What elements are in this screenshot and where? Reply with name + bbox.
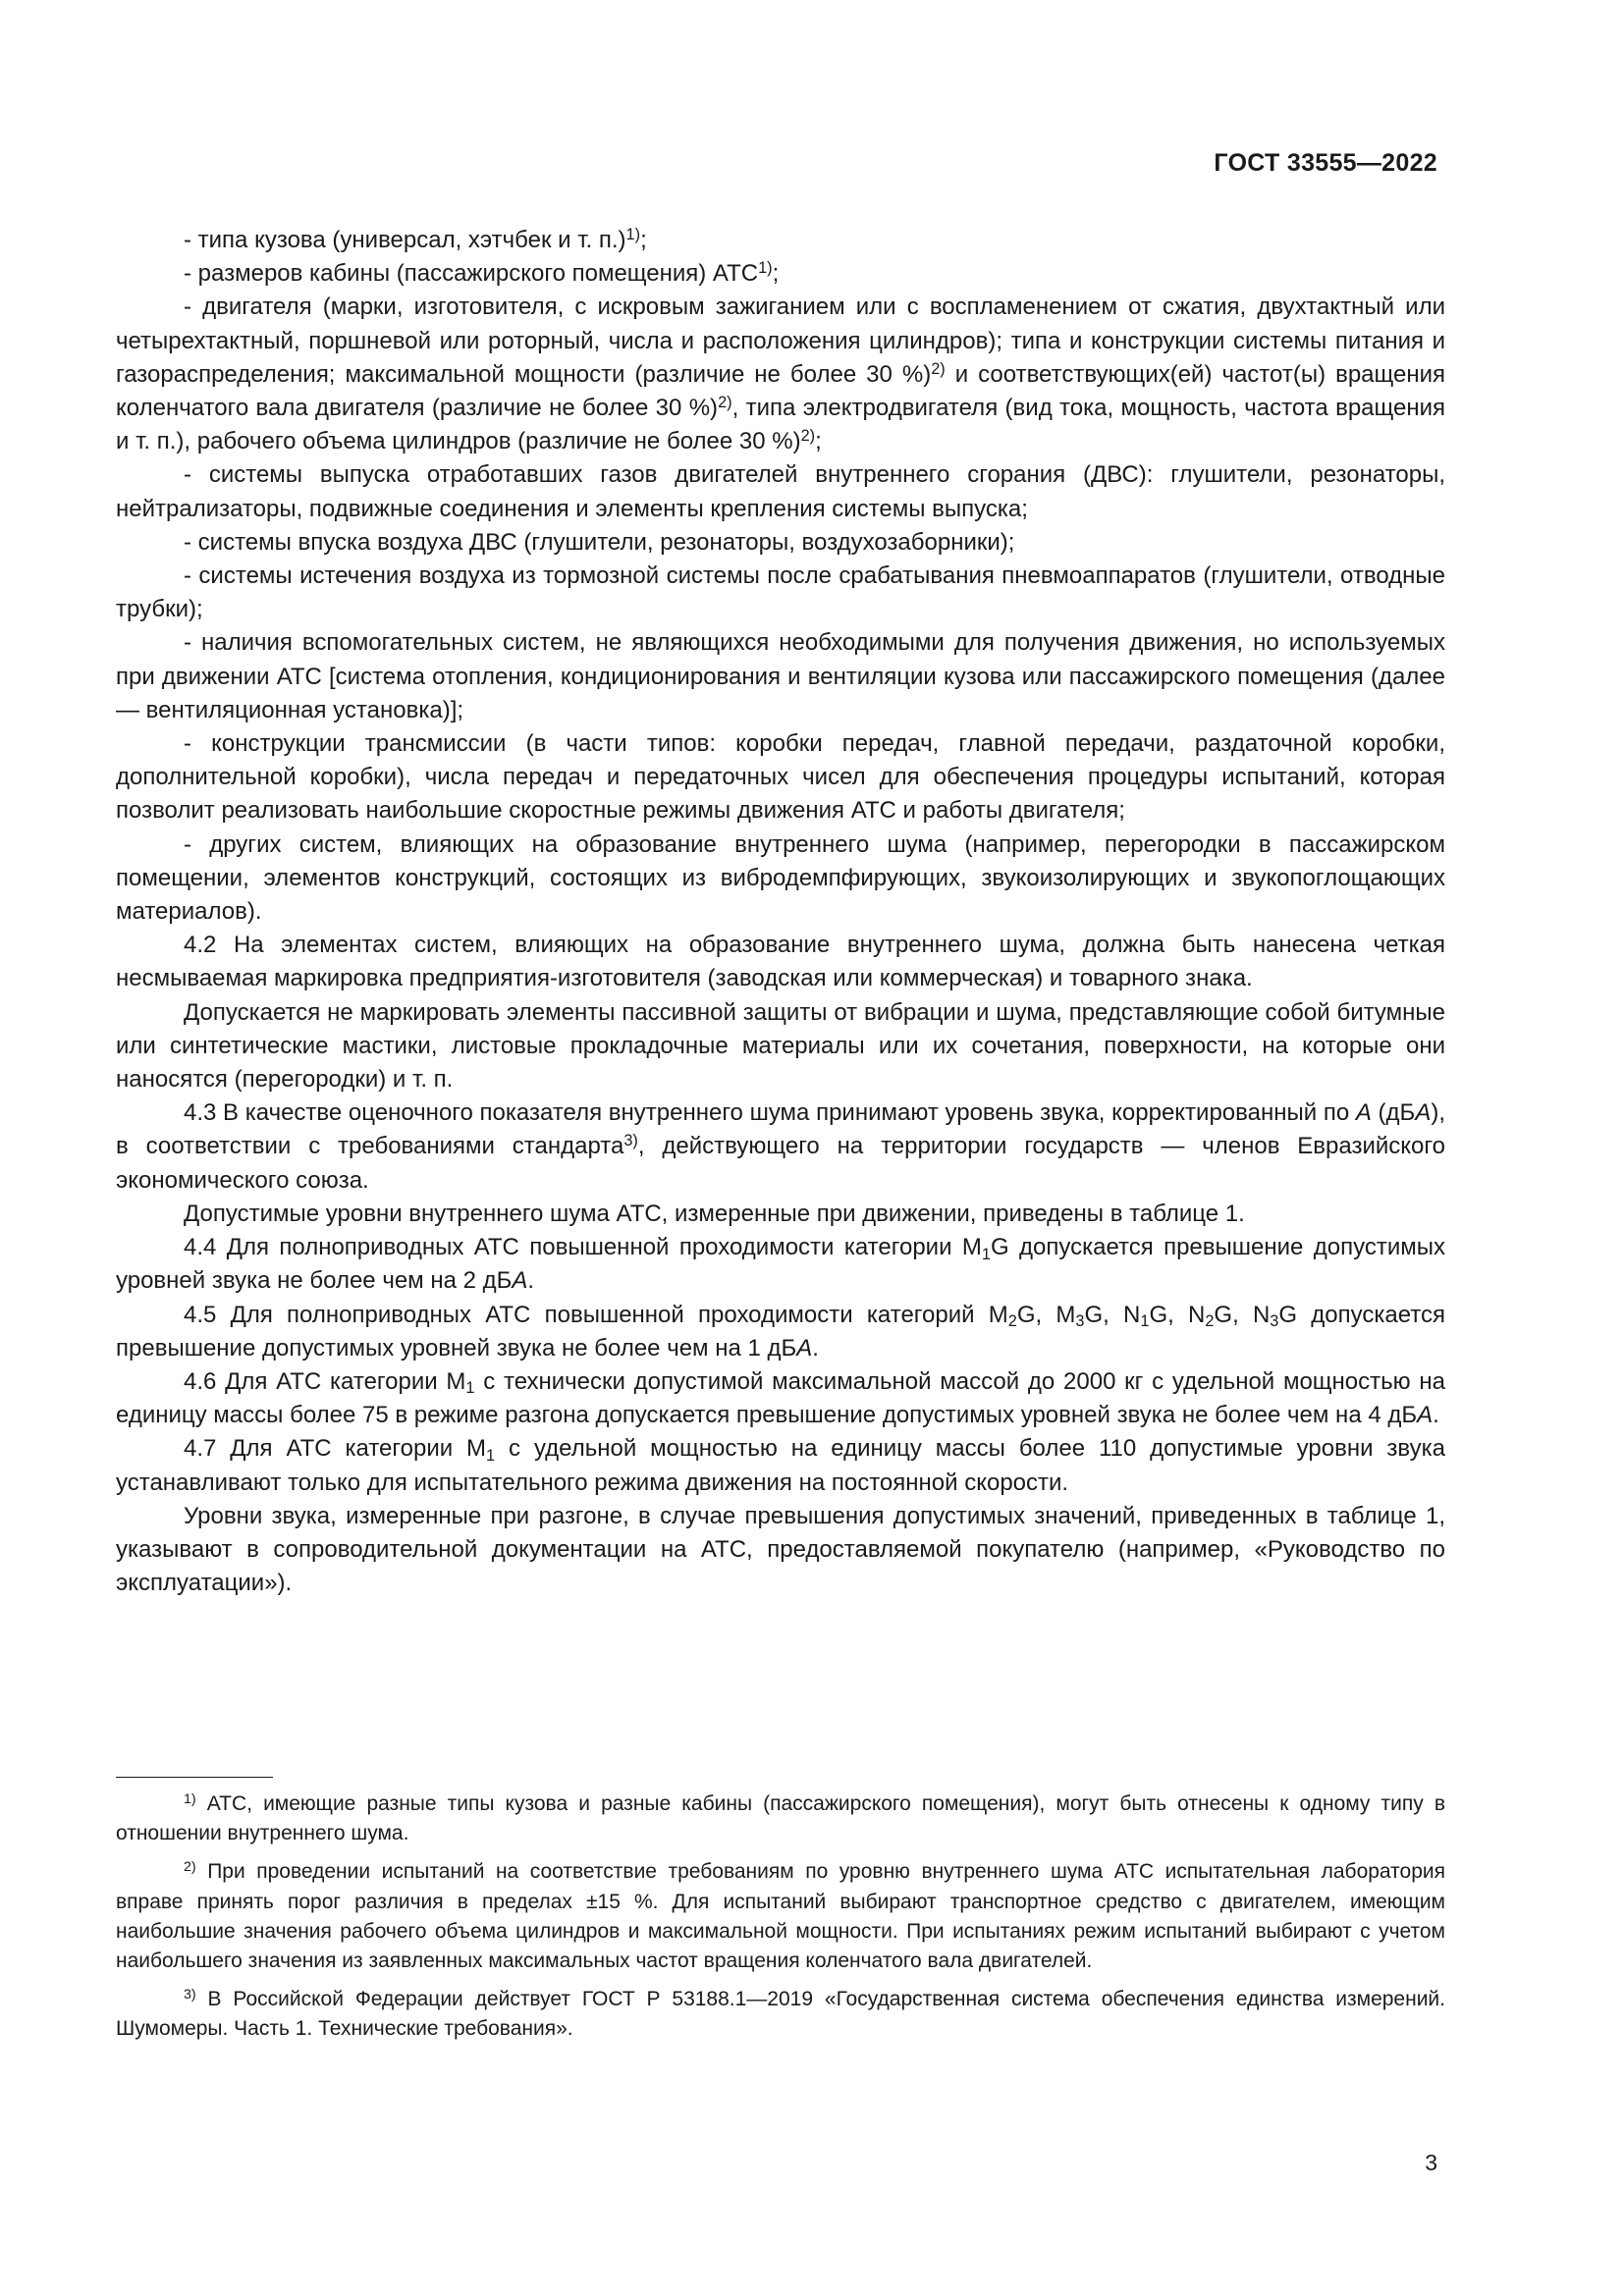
- paragraph-table-reference: Допустимые уровни внутреннего шума АТС, измеренные при движении, приведены в таблице 1.: [184, 1200, 1245, 1227]
- footnote-2: $^{2)}$ При проведении испытаний на соответствие требованиям по уровню внутреннего шума АТС испытательная лаборатория вправе принять порог различия в пределах ±15 %. Для испытаний выбирают транспортное средство с двигателем, имеющим наибольшие значения рабочего объема цилиндров и максимальной мощности. При испытаниях режим испытаний выбирают с учетом наибольшего значения из заявленных максимальных частот вращения коленчатого вала двигателей.: [116, 1859, 1445, 1973]
- footnote-mark: 1): [184, 1790, 196, 1807]
- clause-4-2: 4.2 На элементах систем, влияющих на образование внутреннего шума, должна быть нанесена четкая несмываемая маркировка предприятия-изготовителя (заводская или коммерческая) и товарного знака.: [116, 932, 1445, 992]
- footnotes: [116, 1789, 1445, 2045]
- footnote-divider: [116, 1777, 273, 1778]
- footnote-mark: 3): [184, 1987, 196, 2003]
- footnote-3: $^{3)}$ В Российской Федерации действует ГОСТ Р 53188.1—2019 «Государственная система обеспечения единства измерений. Шумомеры. Часть 1. Технические требования».: [116, 1987, 1445, 2041]
- page-number: 3: [1425, 2150, 1437, 2175]
- list-item-exhaust: - системы выпуска отработавших газов двигателей внутреннего сгорания (ДВС): глушители, резонаторы, нейтрализаторы, подвижные соединения и элементы крепления системы выпуска;: [116, 461, 1445, 522]
- footnote-mark: 2): [184, 1859, 196, 1876]
- clause-4-5: 4.5 Для полноприводных АТС повышенной проходимости категорий $M_2G$, $M_3G$, $N_1G$, $N_2G$, $N_3G$ допускается превышение допустимых уровней звука не более чем на 1 дБA.: [116, 1301, 1445, 1362]
- list-item-engine: - двигателя (марки, изготовителя, с искровым зажиганием или с воспламенением от сжатия, двухтактный или четырехтактный, поршневой или роторный, числа и расположения цилиндров); типа и конструкции системы питания и газораспределения; максимальной мощности (различие не более 30 %)$^{2)}$ и соответствующих(ей) частот(ы) вращения коленчатого вала двигателя (различие не более 30 %)$^{2)}$, типа электродвигателя (вид тока, мощность, частота вращения и т. п.), рабочего объема цилиндров (различие не более 30 %)$^{2)}$;: [116, 294, 1445, 455]
- list-item-auxiliary: - наличия вспомогательных систем, не являющихся необходимыми для получения движения, но используемых при движении АТС [система отопления, кондиционирования и вентиляции кузова или пассажирского помещения (далее — вентиляционная установка)];: [116, 629, 1445, 723]
- footnote-ref: 2): [800, 427, 816, 446]
- clause-4-7: 4.7 Для АТС категории $M_1$ с удельной мощностью на единицу массы более 110 допустимые уровни звука устанавливают только для испытательного режима движения на постоянной скорости.: [116, 1435, 1446, 1496]
- list-item-cabin-size: - размеров кабины (пассажирского помещения) АТС$^{1)}$;: [184, 259, 780, 288]
- clause-4-3: 4.3 В качестве оценочного показателя внутреннего шума принимают уровень звука, корректированный по A (дБA), в соответствии с требованиями стандарта$^{3)}$, действующего на территории государств — членов Евразийского экономического союза.: [116, 1099, 1445, 1194]
- footnote-ref: 2): [931, 359, 946, 378]
- body-text: [116, 224, 1445, 1600]
- list-item-other-systems: - других систем, влияющих на образование внутреннего шума (например, перегородки в пассажирском помещении, элементов конструкций, состоящих из вибродемпфирующих, звукоизолирующих и звукопоглощающих материалов).: [116, 830, 1445, 926]
- footnote-ref: 1): [625, 225, 641, 243]
- footnote-ref: 2): [718, 393, 732, 411]
- paragraph-acceleration-levels: Уровни звука, измеренные при разгоне, в случае превышения допустимых значений, приведенных в таблице 1, указывают в сопроводительной документации на АТС, предоставляемой покупателю (например, «Руководство по эксплуатации»).: [116, 1502, 1445, 1597]
- list-item-brake-air: - системы истечения воздуха из тормозной системы после срабатывания пневмоаппаратов (глушители, отводные трубки);: [116, 562, 1445, 623]
- paragraph-marking-exemption: Допускается не маркировать элементы пассивной защиты от вибрации и шума, представляющие собой битумные или синтетические мастики, листовые прокладочные материалы или их сочетания, поверхности, на которые они наносятся (перегородки) и т. п.: [116, 998, 1445, 1094]
- standard-header: ГОСТ 33555—2022: [1214, 149, 1437, 177]
- footnote-1: $^{1)}$ АТС, имеющие разные типы кузова и разные кабины (пассажирского помещения), могут быть отнесены к одному типу в отношении внутреннего шума.: [116, 1790, 1445, 1845]
- list-item-transmission: - конструкции трансмиссии (в части типов: коробки передач, главной передачи, раздаточной коробки, дополнительной коробки), числа передач и передаточных чисел для обеспечения процедуры испытаний, которая позволит реализовать наибольшие скоростные режимы движения АТС и работы двигателя;: [116, 730, 1445, 825]
- footnote-ref: 3): [623, 1132, 638, 1150]
- clause-4-6: 4.6 Для АТС категории $M_1$ с технически допустимой максимальной массой до 2000 кг с удельной мощностью на единицу массы более 75 в режиме разгона допускается превышение допустимых уровней звука не более чем на 4 дБA.: [116, 1367, 1445, 1429]
- clause-4-4: 4.4 Для полноприводных АТС повышенной проходимости категории $M_1G$ допускается превышение допустимых уровней звука не более чем на 2 дБA.: [116, 1234, 1445, 1295]
- list-item-body-type: - типа кузова (универсал, хэтчбек и т. п.)$^{1)}$;: [184, 225, 647, 253]
- list-item-intake: - системы впуска воздуха ДВС (глушители, резонаторы, воздухозаборники);: [184, 528, 1015, 556]
- footnote-ref: 1): [758, 259, 773, 278]
